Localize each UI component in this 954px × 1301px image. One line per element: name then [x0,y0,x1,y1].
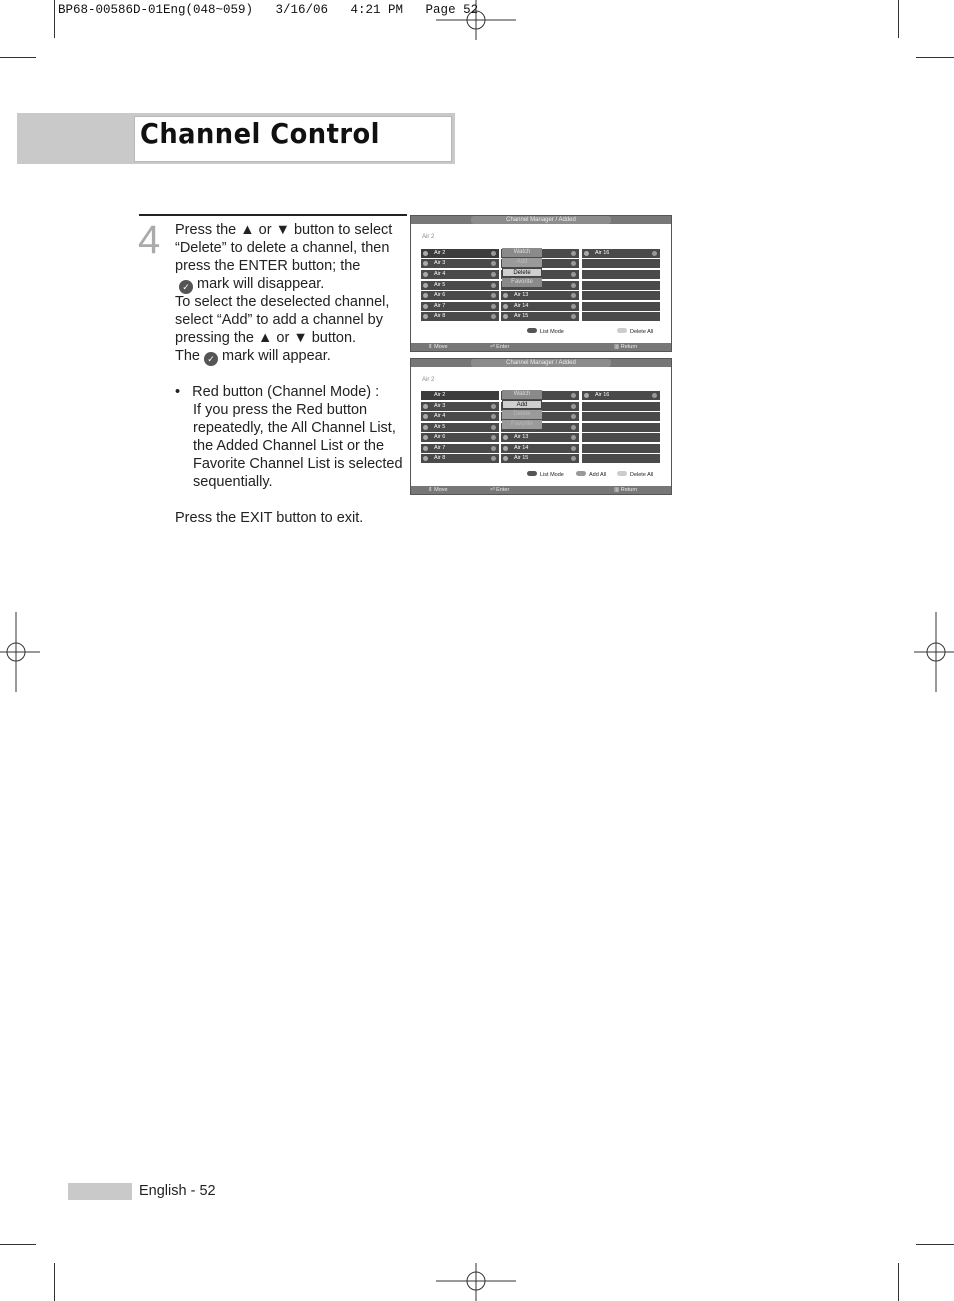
channel-row[interactable]: Air 7 [421,302,499,311]
menu-watch[interactable]: Watch [502,248,542,257]
yellow-button-icon [617,471,627,476]
crop-mark [0,1244,36,1245]
registration-mark-icon [914,612,954,692]
channel-row[interactable]: Air 2 [421,249,499,258]
heart-icon [491,304,496,309]
check-mark-icon [423,404,428,409]
channel-row [582,412,660,421]
heart-icon [571,251,576,256]
print-slug: BP68-00586D-01Eng(048~059) 3/16/06 4:21 PM Page 52 [58,3,479,17]
menu-add[interactable]: Add [502,400,542,409]
list-mode-button[interactable]: List Mode [527,328,564,335]
delete-all-button[interactable]: Delete All [617,471,653,478]
channel-row [582,302,660,311]
channel-row[interactable]: Air 15 [501,312,579,321]
heart-icon [571,304,576,309]
heart-icon [491,283,496,288]
check-mark-icon: ✓ [179,280,193,294]
step-line-with-icon [175,275,324,294]
bullet-text: the Added Channel List or the [193,438,385,454]
heart-icon [491,251,496,256]
heart-icon [571,314,576,319]
channel-row[interactable]: Air 13 [501,291,579,300]
screen-title: Channel Manager / Added [471,216,611,224]
list-mode-button[interactable]: List Mode [527,471,564,478]
crop-mark [54,0,55,38]
registration-mark-icon [0,612,40,692]
heart-icon [491,446,496,451]
step-line: mark will appear. [222,348,331,364]
heart-icon [571,425,576,430]
nav-move: ⇕ Move [428,487,448,493]
channel-row [582,291,660,300]
footer-bar [68,1183,132,1200]
heart-icon [491,425,496,430]
check-mark-icon [423,314,428,319]
heart-icon [571,283,576,288]
step-line: mark will disappear. [197,276,325,292]
heart-icon [571,456,576,461]
step-number: 4 [138,218,161,262]
check-mark-icon: ✓ [204,352,218,366]
menu-favorite[interactable]: Favorite [502,278,542,287]
channel-row [582,270,660,279]
heart-icon [491,456,496,461]
yellow-button-icon [617,328,627,333]
menu-favorite[interactable]: Favorite [502,420,542,429]
bullet-text: sequentially. [193,474,273,490]
channel-row[interactable]: Air 4 [421,270,499,279]
crop-mark [54,1263,55,1301]
check-mark-icon [503,314,508,319]
channel-row[interactable]: Air 8 [421,312,499,321]
check-mark-icon [423,261,428,266]
step-line: The [175,348,200,364]
channel-row[interactable]: Air 3 [421,259,499,268]
step-line: “Delete” to delete a channel, then [175,240,390,256]
heart-icon [491,272,496,277]
screen-nav-bar [411,343,671,351]
check-mark-icon [503,456,508,461]
step-line: To select the deselected channel, [175,294,390,310]
heart-icon [571,435,576,440]
delete-all-button[interactable]: Delete All [617,328,653,335]
channel-row[interactable]: Air 13 [501,433,579,442]
heart-icon [571,414,576,419]
crop-mark [916,57,954,58]
channel-row [582,259,660,268]
channel-row[interactable]: Air 5 [421,281,499,290]
bullet-text: Red button (Channel Mode) : [192,384,380,400]
current-channel: Air 2 [422,377,435,383]
nav-enter: ⏎ Enter [490,344,510,350]
check-mark-icon [423,414,428,419]
channel-row[interactable]: Air 8 [421,454,499,463]
nav-return: ▥ Return [614,487,638,493]
bullet-text: Favorite Channel List is selected [193,456,403,472]
screen-nav-bar [411,486,671,494]
channel-row [582,433,660,442]
channel-row [582,281,660,290]
check-mark-icon [503,446,508,451]
heart-icon [652,251,657,256]
check-mark-icon [423,272,428,277]
crop-mark [898,1263,899,1301]
crop-mark [0,57,36,58]
nav-enter: ⏎ Enter [490,487,510,493]
heart-icon [571,272,576,277]
tv-screen-delete [410,215,672,352]
menu-watch[interactable]: Watch [502,390,542,399]
channel-row [582,312,660,321]
menu-add[interactable]: Add [502,258,542,267]
step-line: pressing the ▲ or ▼ button. [175,330,357,346]
tv-screen-add [410,358,672,495]
check-mark-icon [584,393,589,398]
check-mark-icon [503,293,508,298]
heart-icon [571,393,576,398]
check-mark-icon [423,283,428,288]
check-mark-icon [423,425,428,430]
check-mark-icon [423,435,428,440]
bullet-line [175,383,379,401]
current-channel: Air 2 [422,234,435,240]
channel-row[interactable]: Air 16 [582,391,660,400]
heart-icon [491,414,496,419]
heart-icon [571,293,576,298]
check-mark-icon [503,304,508,309]
channel-row [582,402,660,411]
nav-move: ⇕ Move [428,344,448,350]
channel-row [582,423,660,432]
channel-row[interactable]: Air 5 [421,423,499,432]
exit-instruction: Press the EXIT button to exit. [175,510,364,526]
check-mark-icon [423,251,428,256]
check-mark-icon [423,456,428,461]
check-mark-icon [423,304,428,309]
step-line: press the ENTER button; the [175,258,361,274]
page-title: Channel Control [140,117,380,150]
bullet-text: If you press the Red button [193,402,368,418]
channel-row[interactable]: Air 7 [421,444,499,453]
heart-icon [491,404,496,409]
check-mark-icon [423,293,428,298]
green-button-icon [576,471,586,476]
crop-mark [898,0,899,38]
step-line-with-icon [175,347,331,366]
bullet-marker: • [175,384,181,400]
red-button-icon [527,328,537,333]
heart-icon [571,261,576,266]
heart-icon [491,261,496,266]
heart-icon [571,446,576,451]
channel-row[interactable]: Air 6 [421,291,499,300]
channel-row[interactable]: Air 14 [501,302,579,311]
step-line: Press the ▲ or ▼ button to select [175,222,393,238]
channel-row[interactable]: Air 4 [421,412,499,421]
step-divider [139,214,407,216]
channel-row[interactable]: Air 6 [421,433,499,442]
heart-icon [491,314,496,319]
channel-row[interactable]: Air 3 [421,402,499,411]
heart-icon [571,404,576,409]
check-mark-icon [423,446,428,451]
menu-delete[interactable]: Delete [502,410,542,419]
crop-mark [916,1244,954,1245]
channel-row[interactable]: Air 14 [501,444,579,453]
bullet-text: repeatedly, the All Channel List, [193,420,396,436]
add-all-button[interactable]: Add All [576,471,606,478]
step-line: select “Add” to add a channel by [175,312,383,328]
registration-mark-icon [436,1263,516,1301]
channel-row[interactable]: Air 15 [501,454,579,463]
check-mark-icon [584,251,589,256]
channel-row[interactable]: Air 2 [421,391,499,400]
channel-row [582,444,660,453]
nav-return: ▥ Return [614,344,638,350]
screen-title: Channel Manager / Added [471,359,611,367]
channel-row[interactable]: Air 16 [582,249,660,258]
heart-icon [652,393,657,398]
red-button-icon [527,471,537,476]
check-mark-icon [503,435,508,440]
heart-icon [491,293,496,298]
channel-row [582,454,660,463]
menu-delete[interactable]: Delete [502,268,542,277]
heart-icon [491,435,496,440]
page-number: English - 52 [139,1183,216,1199]
